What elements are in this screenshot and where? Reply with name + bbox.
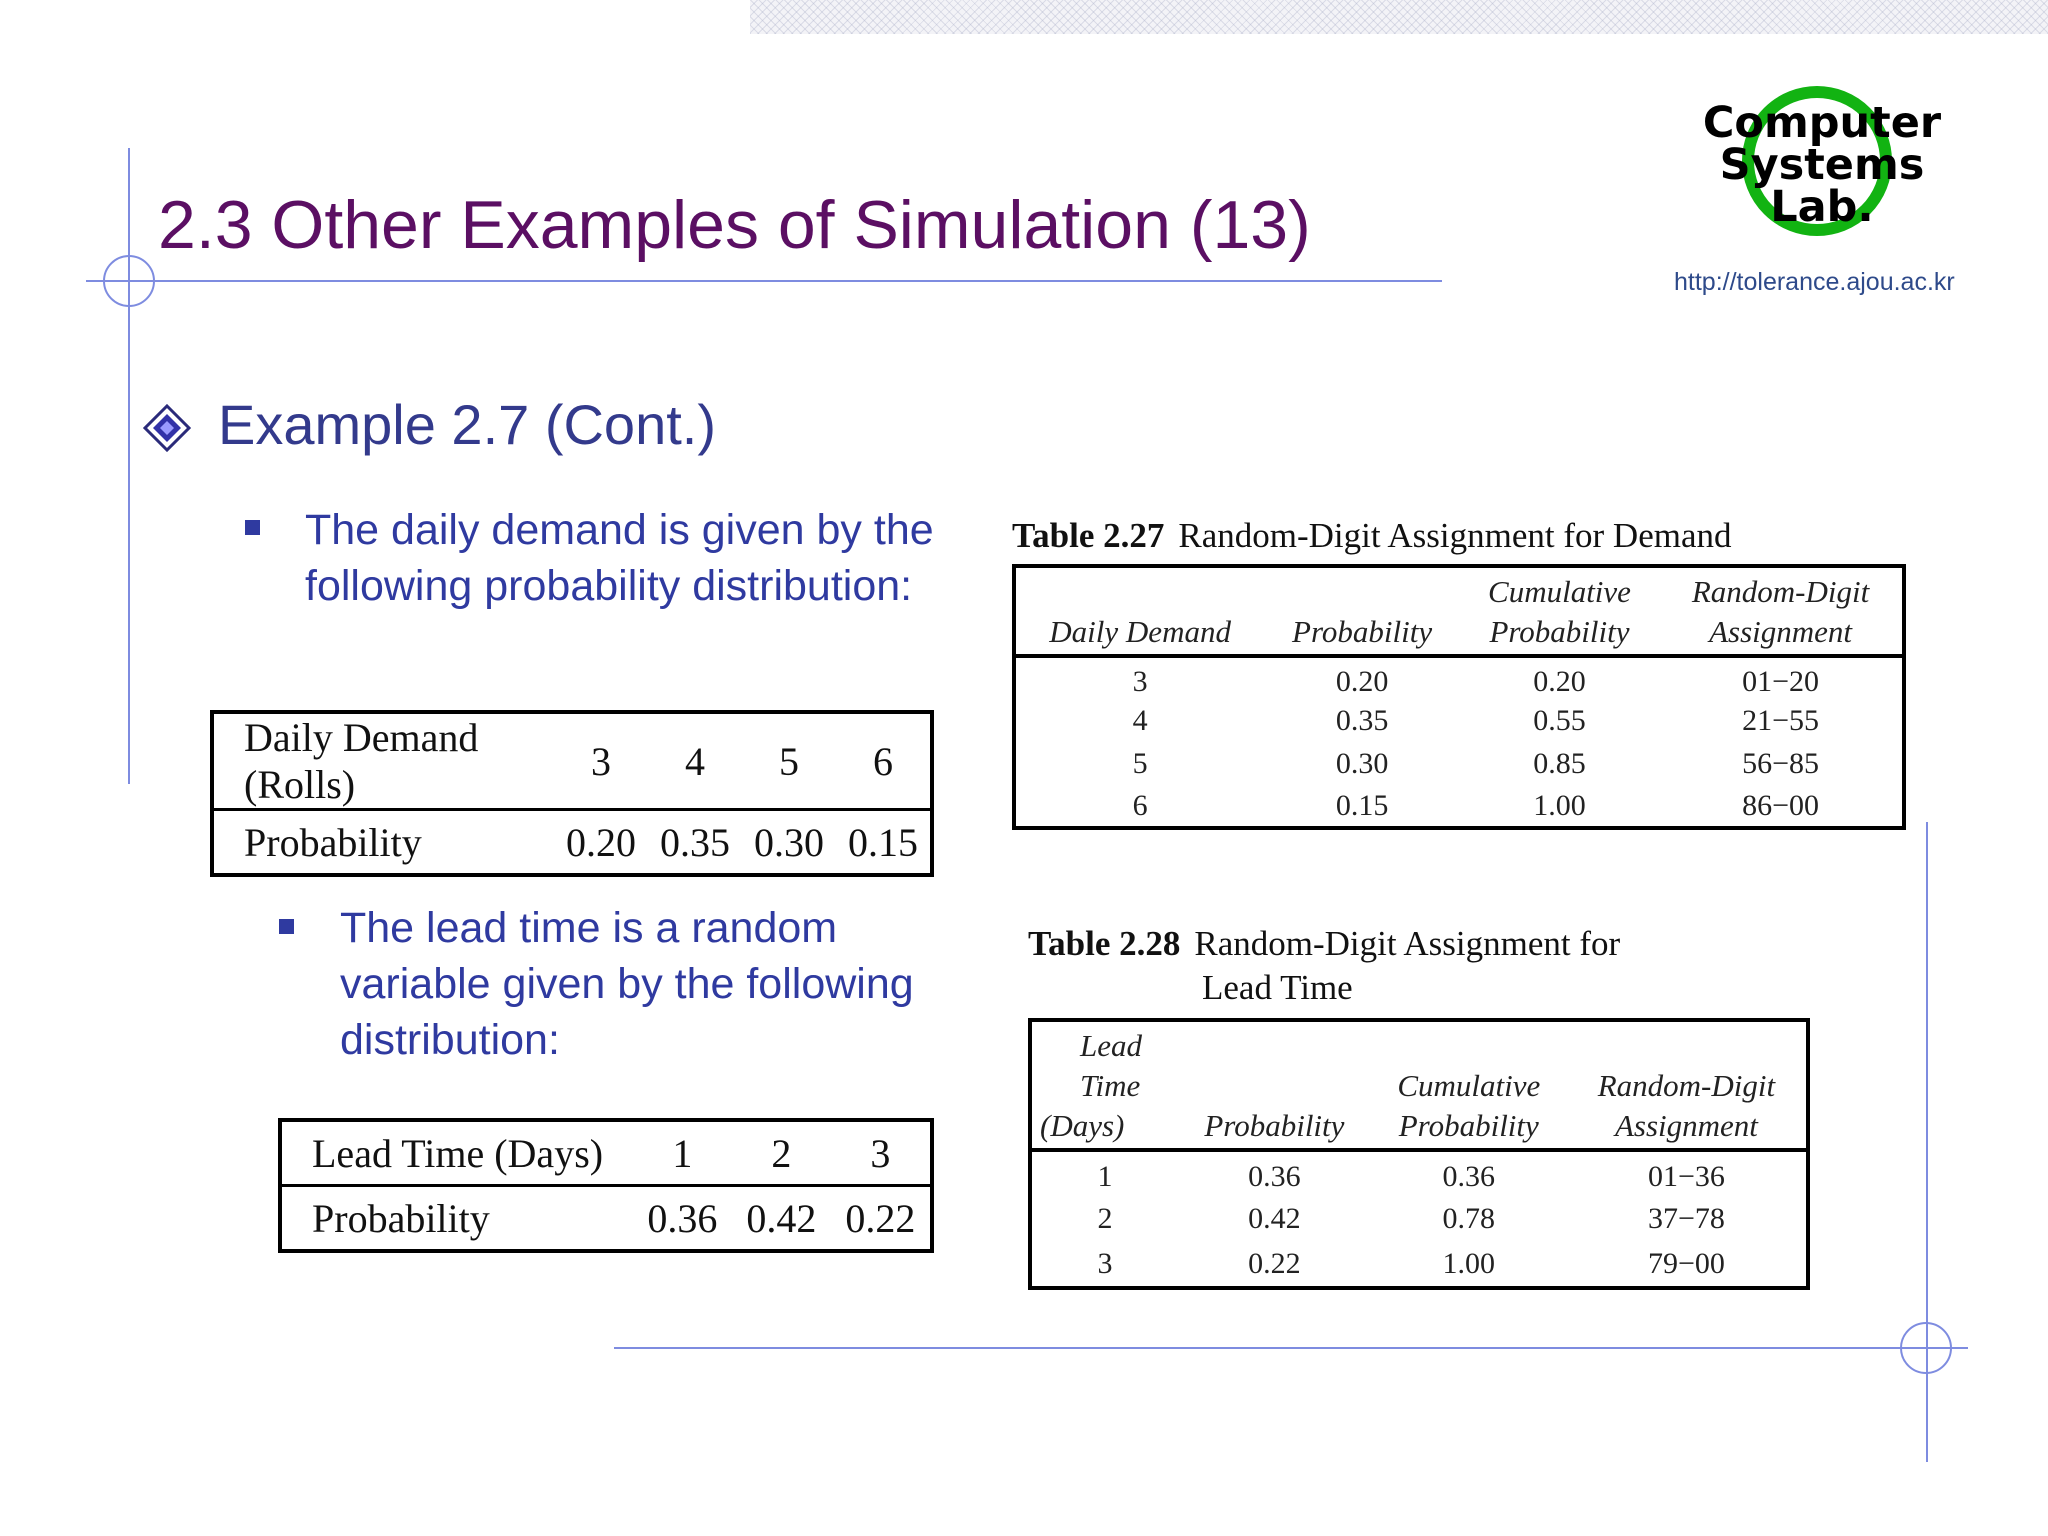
demand-value: 6 — [836, 712, 932, 810]
demand-probability: 0.15 — [848, 819, 918, 865]
demand-probability: 0.35 — [660, 819, 730, 865]
lead-time-table — [278, 1118, 934, 1253]
table-cell: 0.15 — [1335, 788, 1389, 822]
table-cell: 3 — [1097, 1247, 1113, 1280]
table-cell: 79−00 — [1647, 1247, 1725, 1280]
demand-value: 4 — [648, 712, 742, 810]
lead-time-value: 2 — [732, 1120, 831, 1186]
lead-time-value: 1 — [633, 1120, 732, 1186]
probability-row-label: Probability — [244, 819, 422, 865]
table-227-caption — [1012, 514, 1732, 558]
table-228-header-random-digit — [1567, 1020, 1808, 1150]
table-227-number: Table 2.27 — [1012, 516, 1165, 555]
bullet-lead-time-line-1: The lead time is a random — [340, 904, 838, 952]
logo-line-1: Computer — [1702, 98, 1942, 148]
table-227-body — [1014, 656, 1904, 828]
table-cell: 0.78 — [1442, 1202, 1496, 1235]
table-228-body — [1030, 1150, 1808, 1288]
table-cell: 21−55 — [1742, 703, 1819, 737]
table-227-header-probability — [1264, 566, 1460, 656]
bottom-rule-line — [614, 1347, 1968, 1349]
table-227-header-cumulative — [1460, 566, 1659, 656]
table-228-header-cumulative — [1371, 1020, 1567, 1150]
header-text: Cumulative — [1488, 574, 1631, 609]
header-text: Probability — [1292, 614, 1433, 649]
table-row — [1030, 1150, 1808, 1196]
header-text: Time — [1080, 1068, 1141, 1103]
logo-line-3: Lab. — [1770, 182, 1874, 232]
header-text: Assignment — [1614, 1108, 1758, 1143]
demand-value: 5 — [742, 712, 836, 810]
header-text: Random-Digit — [1691, 574, 1870, 609]
table-cell: 1 — [1097, 1160, 1113, 1193]
lead-time-probability: 0.36 — [647, 1195, 718, 1241]
table-cell: 01−20 — [1742, 664, 1819, 698]
lab-url: http://tolerance.ajou.ac.kr — [1674, 268, 1955, 296]
table-cell: 56−85 — [1742, 746, 1819, 780]
table-228-header-lead-time — [1030, 1020, 1178, 1150]
table-cell: 0.35 — [1335, 703, 1389, 737]
title-underline — [86, 280, 1442, 282]
table-228-title-line-1: Random-Digit Assignment for — [1194, 924, 1621, 963]
table-227-header-random-digit — [1659, 566, 1904, 656]
left-crosshair-circle — [103, 255, 155, 307]
table-cell: 6 — [1132, 788, 1148, 822]
table-228-number: Table 2.28 — [1028, 924, 1181, 963]
table-228-caption — [1028, 922, 1620, 1010]
bullet-lead-time-line-2: variable given by the following — [340, 960, 914, 1008]
lead-time-probability: 0.42 — [746, 1195, 817, 1241]
table-cell: 0.85 — [1533, 746, 1586, 780]
table-227 — [1012, 564, 1906, 830]
table-cell: 37−78 — [1647, 1202, 1725, 1235]
header-text: Probability — [1489, 614, 1630, 649]
table-227-header-daily-demand — [1014, 566, 1264, 656]
lead-time-value: 3 — [831, 1120, 932, 1186]
table-cell: 2 — [1097, 1202, 1113, 1235]
bullet-daily-demand-line-1: The daily demand is given by the — [305, 506, 934, 554]
table-row — [1014, 742, 1904, 785]
daily-demand-row-label: Daily Demand (Rolls) — [212, 712, 554, 810]
header-text: Cumulative — [1397, 1068, 1541, 1103]
table-cell: 0.55 — [1533, 703, 1586, 737]
table-row — [1014, 785, 1904, 828]
square-bullet-icon — [245, 520, 260, 535]
table-228 — [1028, 1018, 1810, 1290]
probability-row-label: Probability — [312, 1195, 490, 1241]
table-cell: 0.30 — [1335, 746, 1389, 780]
table-cell: 0.36 — [1442, 1160, 1496, 1193]
table-row — [1030, 1196, 1808, 1242]
table-228-header-probability — [1178, 1020, 1371, 1150]
logo-line-2: Systems — [1719, 140, 1925, 190]
daily-demand-table — [210, 710, 934, 877]
table-cell: 0.22 — [1248, 1247, 1301, 1280]
table-cell: 0.36 — [1248, 1160, 1301, 1193]
table-row — [1030, 1242, 1808, 1288]
table-cell: 4 — [1132, 703, 1148, 737]
header-text: Random-Digit — [1597, 1068, 1776, 1103]
table-228-title-line-2: Lead Time — [1202, 968, 1353, 1007]
right-crosshair-circle — [1900, 1322, 1952, 1374]
table-row — [1014, 699, 1904, 742]
demand-probability: 0.20 — [566, 819, 636, 865]
computer-systems-lab-logo — [1700, 82, 1944, 252]
lead-time-probability: 0.22 — [845, 1195, 916, 1241]
table-227-title: Random-Digit Assignment for Demand — [1178, 516, 1732, 555]
lead-time-row-label: Lead Time (Days) — [280, 1120, 633, 1186]
header-text: Lead — [1080, 1028, 1142, 1063]
square-bullet-icon — [279, 919, 294, 934]
bullet-daily-demand — [305, 502, 934, 614]
header-text: Daily Demand — [1049, 614, 1231, 649]
header-text: Probability — [1398, 1108, 1539, 1143]
table-cell: 3 — [1132, 664, 1148, 698]
table-row — [1014, 656, 1904, 699]
header-text: Probability — [1204, 1108, 1345, 1143]
table-cell: 0.42 — [1248, 1202, 1301, 1235]
header-text: Assignment — [1709, 614, 1852, 649]
example-heading: Example 2.7 (Cont.) — [218, 393, 716, 456]
bullet-daily-demand-line-2: following probability distribution: — [305, 562, 913, 610]
table-cell: 1.00 — [1533, 788, 1586, 822]
table-cell: 0.20 — [1335, 664, 1389, 698]
header-text: (Days) — [1040, 1108, 1125, 1143]
table-cell: 86−00 — [1742, 788, 1819, 822]
table-cell: 1.00 — [1442, 1247, 1496, 1280]
demand-value: 3 — [554, 712, 648, 810]
header-pattern-strip — [750, 0, 2048, 34]
slide-title: 2.3 Other Examples of Simulation (13) — [158, 187, 1311, 263]
diamond-bullet-icon — [143, 404, 191, 452]
demand-probability: 0.30 — [754, 819, 824, 865]
table-cell: 0.20 — [1533, 664, 1586, 698]
bullet-lead-time — [340, 900, 914, 1068]
bullet-lead-time-line-3: distribution: — [340, 1016, 560, 1064]
left-frame-line — [128, 148, 130, 784]
logo-text — [1700, 98, 1944, 232]
table-cell: 01−36 — [1647, 1160, 1725, 1193]
table-cell: 5 — [1132, 746, 1148, 780]
